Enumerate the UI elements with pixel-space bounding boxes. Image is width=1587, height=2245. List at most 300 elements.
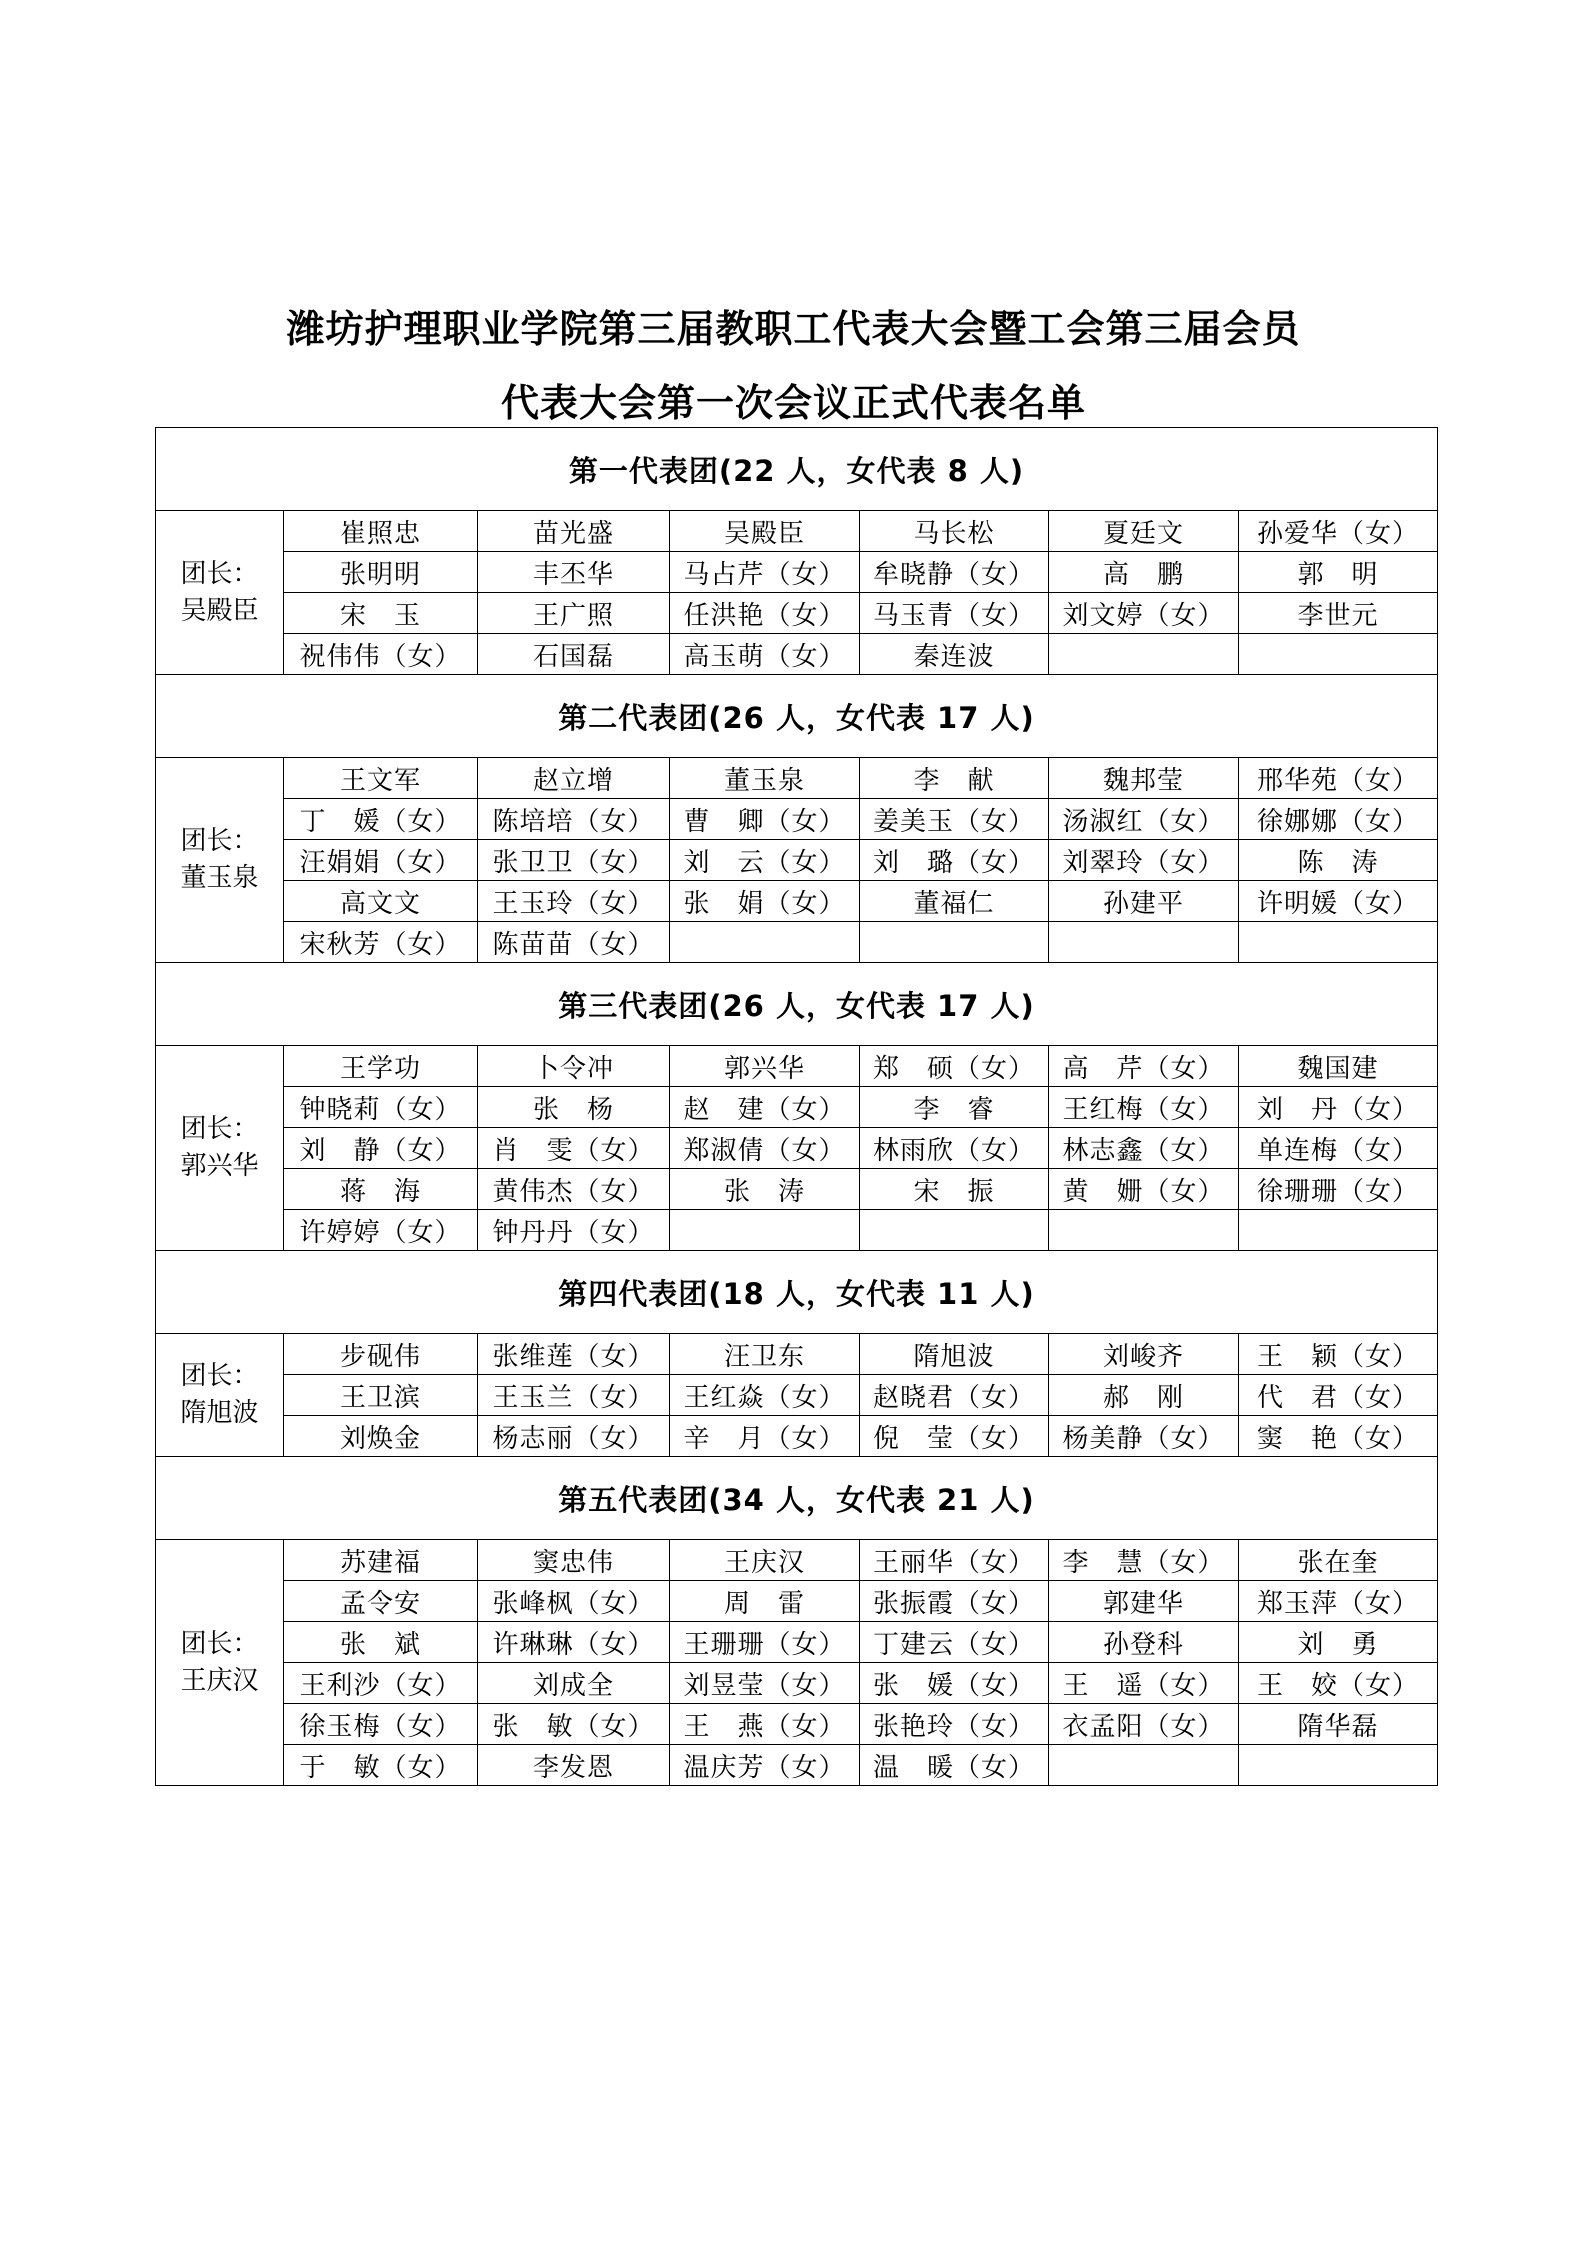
delegate-cell (1239, 758, 1438, 799)
delegate-cell (860, 1128, 1049, 1169)
delegate-name: 魏邦莹 (1102, 765, 1184, 796)
delegate-cell (670, 1663, 860, 1704)
delegate-cell (670, 511, 860, 552)
delegate-cell (1049, 552, 1239, 593)
delegate-name: 陈培培（女） (492, 806, 655, 837)
delegate-cell (284, 552, 478, 593)
delegate-name: 赵 建（女） (683, 1094, 846, 1125)
delegate-name: 张振霞（女） (872, 1588, 1035, 1619)
delegate-name: 步砚伟 (339, 1341, 421, 1372)
delegate-name: 苗光盛 (532, 518, 614, 549)
delegate-cell (1239, 1581, 1438, 1622)
delegate-cell (1049, 922, 1239, 963)
delegate-cell (1239, 1087, 1438, 1128)
delegate-name: 祝伟伟（女） (299, 641, 462, 672)
delegate-cell (1049, 1745, 1239, 1786)
delegate-cell (1049, 758, 1239, 799)
delegate-name: 李 献 (913, 765, 995, 796)
delegate-name: 林雨欣（女） (872, 1135, 1035, 1166)
delegate-name: 许婷婷（女） (299, 1217, 462, 1248)
delegate-name: 刘昱莹（女） (683, 1670, 846, 1701)
delegate-cell (284, 1087, 478, 1128)
delegate-name: 高 芹（女） (1062, 1053, 1225, 1084)
delegate-name: 汪娟娟（女） (299, 847, 462, 878)
delegate-cell (670, 1581, 860, 1622)
delegate-name: 刘峻齐 (1102, 1341, 1184, 1372)
leader-label: 团长： (180, 826, 259, 856)
delegate-name: 蒋 海 (339, 1176, 421, 1207)
delegate-name: 王红梅（女） (1062, 1094, 1225, 1125)
delegate-cell (284, 1663, 478, 1704)
delegate-name: 许琳琳（女） (492, 1629, 655, 1660)
table-row (156, 1663, 1438, 1704)
delegation-leader (156, 1046, 284, 1251)
delegate-cell (670, 1046, 860, 1087)
delegate-cell (860, 1087, 1049, 1128)
delegate-cell (860, 758, 1049, 799)
delegate-name: 丰丕华 (532, 559, 614, 590)
delegate-cell (1239, 1540, 1438, 1581)
delegate-name: 刘 云（女） (683, 847, 846, 878)
table-row (156, 1128, 1438, 1169)
delegate-cell (670, 634, 860, 675)
delegate-name: 张 敏（女） (492, 1711, 655, 1742)
delegate-name: 孙登科 (1102, 1629, 1184, 1660)
delegation-heading: 第一代表团(22 人，女代表 8 人) (156, 428, 1438, 511)
delegate-name: 单连梅（女） (1257, 1135, 1420, 1166)
delegate-cell (284, 1745, 478, 1786)
delegate-cell (670, 1375, 860, 1416)
delegate-name: 高 鹏 (1102, 559, 1184, 590)
delegate-name: 孙爱华（女） (1257, 518, 1420, 549)
delegate-cell (670, 1169, 860, 1210)
delegate-name: 丁建云（女） (872, 1629, 1035, 1660)
delegate-cell (670, 1540, 860, 1581)
delegate-name: 倪 莹（女） (872, 1423, 1035, 1454)
delegate-name: 姜美玉（女） (872, 806, 1035, 837)
delegate-name: 牟晓静（女） (872, 559, 1035, 590)
delegate-cell (670, 840, 860, 881)
delegate-cell (860, 1169, 1049, 1210)
delegate-name: 张明明 (339, 559, 421, 590)
delegate-name: 钟丹丹（女） (492, 1217, 655, 1248)
delegation-heading-row (156, 428, 1438, 511)
delegate-name: 窦 艳（女） (1257, 1423, 1420, 1454)
delegate-name: 董福仁 (913, 888, 995, 919)
delegate-name: 王广照 (532, 600, 614, 631)
leader-label: 团长： (180, 558, 259, 589)
leader-label: 团长： (180, 1361, 259, 1391)
delegate-name: 卜令冲 (532, 1053, 614, 1084)
delegate-name: 黄伟杰（女） (492, 1176, 655, 1207)
delegate-name: 王文军 (339, 765, 421, 796)
delegate-name: 郭 明 (1297, 559, 1379, 590)
delegate-cell (670, 881, 860, 922)
delegate-cell (860, 552, 1049, 593)
leader-name: 郭兴华 (180, 1151, 259, 1181)
delegate-name: 衣孟阳（女） (1062, 1711, 1225, 1742)
table-row (156, 881, 1438, 922)
delegation-heading: 第三代表团(26 人，女代表 17 人) (156, 963, 1438, 1046)
delegate-name: 郭建华 (1102, 1588, 1184, 1619)
delegate-name: 王卫滨 (339, 1382, 421, 1413)
delegate-cell (478, 1334, 670, 1375)
delegate-cell (1239, 1704, 1438, 1745)
delegate-cell (1049, 840, 1239, 881)
delegate-cell (860, 799, 1049, 840)
delegate-name: 王利沙（女） (299, 1670, 462, 1701)
delegate-name: 隋华磊 (1297, 1711, 1379, 1742)
delegation-heading: 第二代表团(26 人，女代表 17 人) (156, 675, 1438, 758)
delegate-cell (670, 1622, 860, 1663)
delegate-cell (670, 922, 860, 963)
delegate-name: 崔照忠 (339, 518, 421, 549)
delegate-cell (670, 758, 860, 799)
delegate-cell (478, 634, 670, 675)
table-row (156, 552, 1438, 593)
leader-name: 隋旭波 (180, 1398, 259, 1428)
document-title-line-2: 代表大会第一次会议正式代表名单 (500, 381, 1086, 425)
delegate-cell (284, 1581, 478, 1622)
roster-body (156, 428, 1438, 1786)
delegate-name: 张艳玲（女） (872, 1711, 1035, 1742)
delegate-cell (478, 1087, 670, 1128)
delegate-cell (284, 1416, 478, 1457)
delegate-name: 温 暖（女） (872, 1752, 1035, 1783)
delegate-cell (1239, 511, 1438, 552)
delegate-cell (1239, 1169, 1438, 1210)
delegate-cell (478, 552, 670, 593)
delegate-name: 李发恩 (532, 1752, 614, 1783)
delegate-cell (478, 1622, 670, 1663)
delegate-name: 张 娟（女） (683, 888, 846, 919)
delegate-name: 王玉兰（女） (492, 1382, 655, 1413)
delegate-name: 王玉玲（女） (492, 888, 655, 919)
delegate-cell (478, 799, 670, 840)
delegate-cell (284, 840, 478, 881)
delegate-cell (284, 799, 478, 840)
delegate-name: 刘 静（女） (299, 1135, 462, 1166)
delegate-cell (478, 1416, 670, 1457)
delegate-cell (860, 1581, 1049, 1622)
delegate-name: 杨美静（女） (1062, 1423, 1225, 1454)
delegate-cell (284, 1128, 478, 1169)
leader-label: 团长： (180, 1628, 259, 1659)
delegation-heading-row (156, 963, 1438, 1046)
delegate-name: 张 杨 (532, 1094, 614, 1125)
delegate-name: 温庆芳（女） (683, 1752, 846, 1783)
delegate-cell (1239, 1046, 1438, 1087)
delegate-cell (670, 552, 860, 593)
delegate-cell (1049, 1128, 1239, 1169)
table-row (156, 1704, 1438, 1745)
table-row (156, 799, 1438, 840)
delegate-name: 李 慧（女） (1062, 1547, 1225, 1578)
delegate-cell (1049, 1087, 1239, 1128)
delegate-name: 于 敏（女） (299, 1752, 462, 1783)
table-row (156, 1745, 1438, 1786)
delegate-cell (284, 1169, 478, 1210)
delegation-leader (156, 1540, 284, 1786)
delegate-cell (478, 1046, 670, 1087)
leader-name: 王庆汉 (180, 1665, 259, 1696)
delegate-cell (1049, 593, 1239, 634)
table-row (156, 634, 1438, 675)
document-title-line-1: 潍坊护理职业学院第三届教职工代表大会暨工会第三届会员 (286, 307, 1301, 351)
delegate-name: 林志鑫（女） (1062, 1135, 1225, 1166)
delegate-name: 王珊珊（女） (683, 1629, 846, 1660)
leader-name: 吴殿臣 (180, 595, 259, 626)
delegate-name: 王学功 (339, 1053, 421, 1084)
delegate-name: 郑 硕（女） (872, 1053, 1035, 1084)
table-row (156, 758, 1438, 799)
delegate-name: 窦忠伟 (532, 1547, 614, 1578)
delegate-cell (1049, 1581, 1239, 1622)
delegate-cell (670, 1416, 860, 1457)
delegate-cell (860, 922, 1049, 963)
delegate-name: 张 斌 (339, 1629, 421, 1660)
delegate-name: 宋 振 (913, 1176, 995, 1207)
delegate-cell (1239, 799, 1438, 840)
table-row (156, 1334, 1438, 1375)
delegate-cell (1049, 1334, 1239, 1375)
delegate-cell (1049, 1622, 1239, 1663)
delegate-cell (1049, 1375, 1239, 1416)
delegate-name: 代 君（女） (1257, 1382, 1420, 1413)
delegate-cell (1239, 1375, 1438, 1416)
delegate-cell (284, 1540, 478, 1581)
delegate-name: 郝 刚 (1102, 1382, 1184, 1413)
delegate-cell (670, 593, 860, 634)
delegate-name: 张在奎 (1297, 1547, 1379, 1578)
delegate-cell (1239, 552, 1438, 593)
delegation-leader (156, 758, 284, 963)
table-row (156, 1540, 1438, 1581)
delegate-cell (284, 1046, 478, 1087)
delegate-cell (1239, 1210, 1438, 1251)
delegate-name: 任洪艳（女） (683, 600, 846, 631)
leader-label: 团长： (180, 1114, 259, 1144)
delegate-cell (1049, 1046, 1239, 1087)
delegate-cell (860, 1046, 1049, 1087)
delegate-cell (860, 634, 1049, 675)
delegate-name: 夏廷文 (1102, 518, 1184, 549)
delegate-cell (478, 881, 670, 922)
delegate-cell (860, 1704, 1049, 1745)
delegate-cell (284, 511, 478, 552)
delegate-cell (478, 1169, 670, 1210)
delegate-name: 陈苗苗（女） (492, 929, 655, 960)
delegate-name: 张维莲（女） (492, 1341, 655, 1372)
delegate-cell (670, 799, 860, 840)
delegate-cell (1049, 1210, 1239, 1251)
delegate-name: 高玉萌（女） (683, 641, 846, 672)
leader-name: 董玉泉 (180, 863, 259, 893)
delegate-cell (284, 881, 478, 922)
delegate-cell (860, 840, 1049, 881)
delegate-name: 郑淑倩（女） (683, 1135, 846, 1166)
delegate-name: 王 遥（女） (1062, 1670, 1225, 1701)
delegate-name: 徐珊珊（女） (1257, 1176, 1420, 1207)
delegate-name: 张卫卫（女） (492, 847, 655, 878)
delegation-heading: 第四代表团(18 人，女代表 11 人) (156, 1251, 1438, 1334)
delegation-leader (156, 511, 284, 675)
delegate-name: 宋秋芳（女） (299, 929, 462, 960)
delegate-name: 张峰枫（女） (492, 1588, 655, 1619)
delegate-cell (1049, 881, 1239, 922)
delegate-name: 马占芹（女） (683, 559, 846, 590)
delegate-name: 许明媛（女） (1257, 888, 1420, 919)
delegate-name: 魏国建 (1297, 1053, 1379, 1084)
delegate-cell (478, 593, 670, 634)
delegate-cell (860, 1334, 1049, 1375)
delegate-cell (478, 511, 670, 552)
delegate-cell (478, 1375, 670, 1416)
delegate-cell (284, 1334, 478, 1375)
delegate-name: 王红焱（女） (683, 1382, 846, 1413)
delegate-name: 丁 媛（女） (299, 806, 462, 837)
delegate-cell (478, 1540, 670, 1581)
delegate-name: 王 燕（女） (683, 1711, 846, 1742)
delegate-name: 刘焕金 (339, 1423, 421, 1454)
delegate-cell (860, 511, 1049, 552)
delegate-name: 马玉青（女） (872, 600, 1035, 631)
delegate-name: 徐娜娜（女） (1257, 806, 1420, 837)
delegate-cell (670, 1128, 860, 1169)
table-row (156, 1375, 1438, 1416)
delegate-name: 赵晓君（女） (872, 1382, 1035, 1413)
delegate-cell (860, 1416, 1049, 1457)
delegate-name: 陈 涛 (1297, 847, 1379, 878)
delegate-cell (1239, 1416, 1438, 1457)
delegate-cell (1239, 922, 1438, 963)
delegate-cell (1239, 881, 1438, 922)
table-row (156, 1087, 1438, 1128)
delegate-name: 孟令安 (339, 1588, 421, 1619)
delegate-name: 王庆汉 (723, 1547, 805, 1578)
delegate-name: 李世元 (1297, 600, 1379, 631)
delegate-name: 秦连波 (913, 641, 995, 672)
delegate-cell (284, 1375, 478, 1416)
delegate-name: 曹 卿（女） (683, 806, 846, 837)
delegate-cell (478, 1663, 670, 1704)
table-row (156, 511, 1438, 552)
delegate-cell (1239, 1128, 1438, 1169)
delegate-cell (478, 1745, 670, 1786)
delegate-cell (478, 1704, 670, 1745)
delegate-cell (1239, 1663, 1438, 1704)
delegate-name: 王 姣（女） (1257, 1670, 1420, 1701)
delegate-cell (860, 1540, 1049, 1581)
delegate-name: 王丽华（女） (872, 1547, 1035, 1578)
delegate-cell (284, 1704, 478, 1745)
delegate-name: 董玉泉 (723, 765, 805, 796)
table-row (156, 593, 1438, 634)
delegate-cell (860, 1663, 1049, 1704)
delegate-cell (284, 922, 478, 963)
table-row (156, 840, 1438, 881)
delegate-cell (1049, 1704, 1239, 1745)
delegate-name: 宋 玉 (339, 600, 421, 631)
delegate-cell (670, 1745, 860, 1786)
delegate-name: 赵立增 (532, 765, 614, 796)
delegate-cell (860, 1745, 1049, 1786)
delegate-cell (1049, 1416, 1239, 1457)
delegate-name: 刘成全 (532, 1670, 614, 1701)
delegate-name: 苏建福 (339, 1547, 421, 1578)
delegate-cell (860, 593, 1049, 634)
delegate-cell (1049, 1540, 1239, 1581)
delegate-name: 张 媛（女） (872, 1670, 1035, 1701)
delegate-cell (1239, 1334, 1438, 1375)
delegate-name: 汤淑红（女） (1062, 806, 1225, 837)
delegate-name: 郭兴华 (723, 1053, 805, 1084)
delegate-cell (478, 840, 670, 881)
delegate-name: 刘 璐（女） (872, 847, 1035, 878)
delegate-name: 石国磊 (532, 641, 614, 672)
table-row (156, 922, 1438, 963)
delegate-cell (670, 1704, 860, 1745)
delegation-heading-row (156, 1457, 1438, 1540)
table-row (156, 1622, 1438, 1663)
delegate-roster-table (155, 427, 1438, 1786)
delegate-name: 马长松 (913, 518, 995, 549)
table-row (156, 1169, 1438, 1210)
delegate-name: 隋旭波 (913, 1341, 995, 1372)
delegation-heading-row (156, 675, 1438, 758)
delegate-name: 辛 月（女） (683, 1423, 846, 1454)
delegate-cell (284, 634, 478, 675)
delegate-cell (860, 1622, 1049, 1663)
delegate-name: 肖 雯（女） (492, 1135, 655, 1166)
delegate-name: 刘翠玲（女） (1062, 847, 1225, 878)
table-row (156, 1210, 1438, 1251)
delegate-name: 周 雷 (723, 1588, 805, 1619)
delegation-heading: 第五代表团(34 人，女代表 21 人) (156, 1457, 1438, 1540)
delegate-cell (284, 593, 478, 634)
delegate-name: 钟晓莉（女） (299, 1094, 462, 1125)
delegate-name: 吴殿臣 (723, 518, 805, 549)
delegate-cell (670, 1210, 860, 1251)
delegate-cell (670, 1334, 860, 1375)
delegate-name: 刘 丹（女） (1257, 1094, 1420, 1125)
delegate-cell (1049, 1169, 1239, 1210)
delegate-name: 高文文 (339, 888, 421, 919)
table-row (156, 1416, 1438, 1457)
delegate-cell (284, 1622, 478, 1663)
delegate-name: 徐玉梅（女） (299, 1711, 462, 1742)
delegation-leader (156, 1334, 284, 1457)
delegate-cell (1239, 1622, 1438, 1663)
delegate-cell (1049, 799, 1239, 840)
delegate-cell (478, 922, 670, 963)
delegate-name: 黄 姗（女） (1062, 1176, 1225, 1207)
delegate-cell (860, 1375, 1049, 1416)
delegate-name: 邢华苑（女） (1257, 765, 1420, 796)
delegate-cell (284, 758, 478, 799)
delegate-name: 孙建平 (1102, 888, 1184, 919)
delegate-cell (860, 1210, 1049, 1251)
delegate-cell (478, 1581, 670, 1622)
delegate-cell (284, 1210, 478, 1251)
delegate-cell (1239, 1745, 1438, 1786)
delegation-heading-row (156, 1251, 1438, 1334)
delegate-cell (1239, 840, 1438, 881)
delegate-cell (478, 758, 670, 799)
delegate-name: 张 涛 (723, 1176, 805, 1207)
delegate-cell (860, 881, 1049, 922)
delegate-cell (1049, 1663, 1239, 1704)
